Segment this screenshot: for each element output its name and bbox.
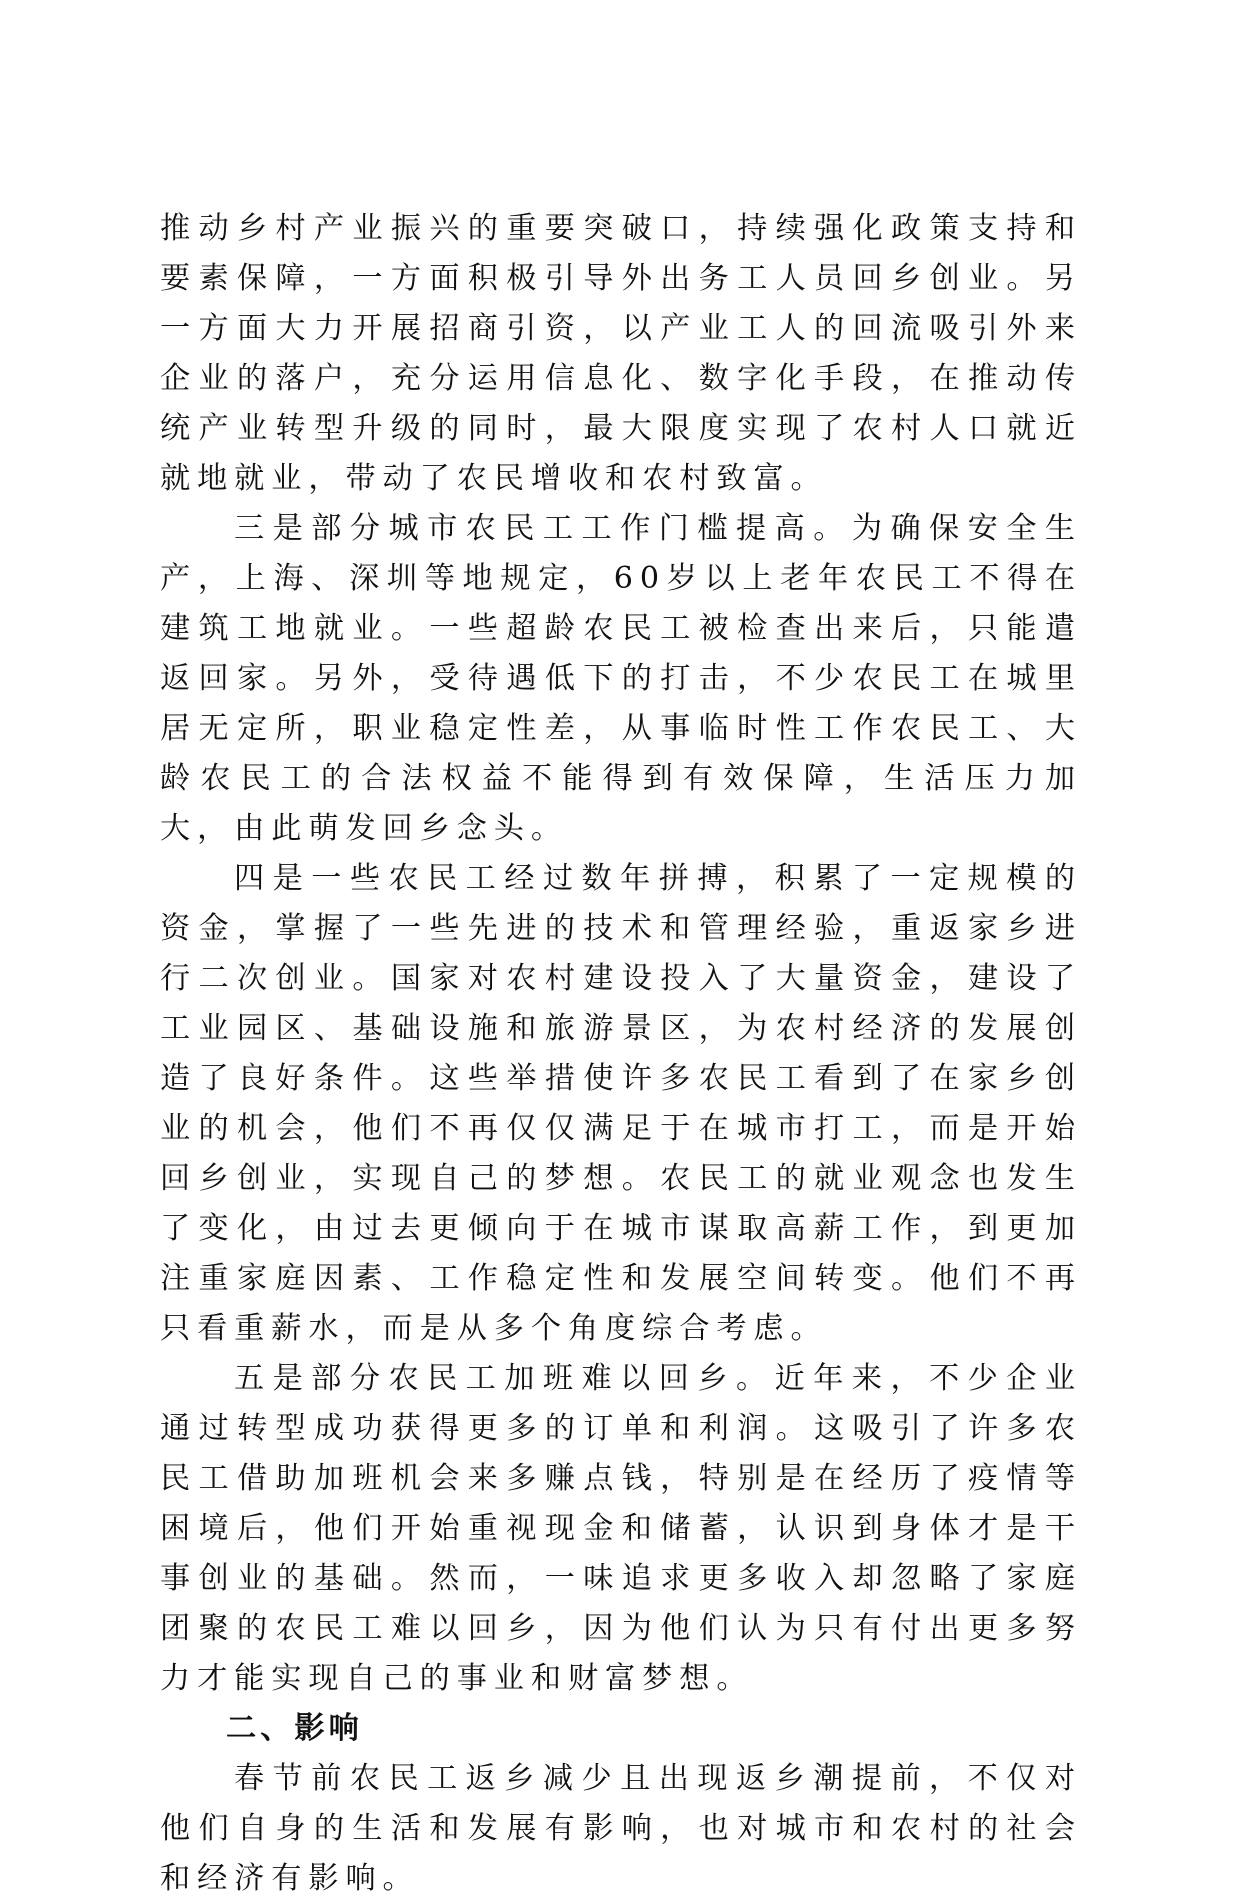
document-body [160,204,1082,1904]
paragraph-point-five: 五是部分农民工加班难以回乡。近年来，不少企业通过转型成功获得更多的订单和利润。这吸引了许多农民工借助加班机会来多赚点钱，特别是在经历了疫情等困境后，他们开始重视现金和储蓄，认识到身体才是干事创业的基础。然而，一味追求更多收入却忽略了家庭团聚的农民工难以回乡，因为他们认为只有付出更多努力才能实现自己的事业和财富梦想。 [160,1361,1082,1696]
paragraph-point-four: 四是一些农民工经过数年拼搏，积累了一定规模的资金，掌握了一些先进的技术和管理经验，重返家乡进行二次创业。国家对农村建设投入了大量资金，建设了工业园区、基础设施和旅游景区，为农村经济的发展创造了良好条件。这些举措使许多农民工看到了在家乡创业的机会，他们不再仅仅满足于在城市打工，而是开始回乡创业，实现自己的梦想。农民工的就业观念也发生了变化，由过去更倾向于在城市谋取高薪工作，到更加注重家庭因素、工作稳定性和发展空间转变。他们不再只看重薪水，而是从多个角度综合考虑。 [160,861,1082,1346]
section-heading-impact: 二、影响 [226,1711,363,1746]
paragraph-continuation: 推动乡村产业振兴的重要突破口，持续强化政策支持和要素保障，一方面积极引导外出务工人员回乡创业。另一方面大力开展招商引资，以产业工人的回流吸引外来企业的落户，充分运用信息化、数字化手段，在推动传统产业转型升级的同时，最大限度实现了农村人口就近就地就业，带动了农民增收和农村致富。 [160,211,1082,496]
paragraph-impact-intro: 春节前农民工返乡减少且出现返乡潮提前，不仅对他们自身的生活和发展有影响，也对城市和农村的社会和经济有影响。 [160,1761,1082,1896]
paragraph-point-three: 三是部分城市农民工工作门槛提高。为确保安全生产，上海、深圳等地规定，60岁以上老年农民工不得在建筑工地就业。一些超龄农民工被检查出来后，只能遣返回家。另外，受待遇低下的打击，不少农民工在城里居无定所，职业稳定性差，从事临时性工作农民工、大龄农民工的合法权益不能得到有效保障，生活压力加大，由此萌发回乡念头。 [160,511,1082,846]
